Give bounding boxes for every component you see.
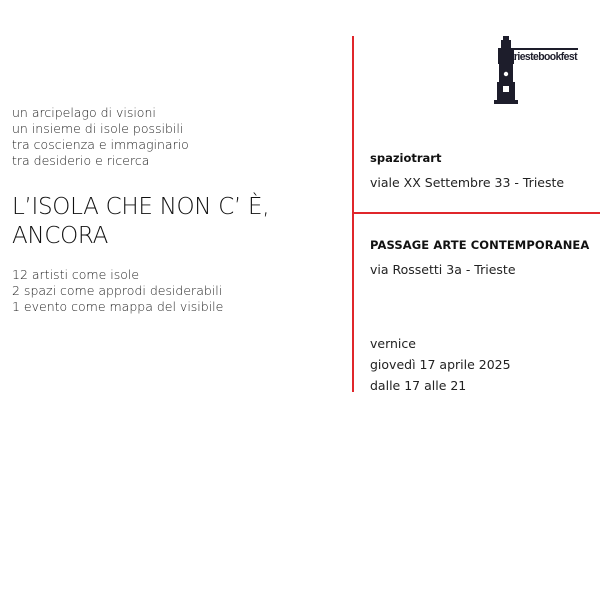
summary-line: 1 evento come mappa del visibile: [12, 299, 224, 314]
left-column: [12, 105, 342, 315]
venue-address: viale XX Settembre 33 - Trieste: [370, 175, 565, 190]
intro-text: [12, 105, 342, 169]
exhibition-summary: [12, 267, 342, 315]
exhibition-title: [12, 193, 342, 251]
summary-line: 2 spazi come approdi desiderabili: [12, 283, 223, 298]
vertical-divider: [352, 36, 354, 392]
venue-name: PASSAGE ARTE CONTEMPORANEA: [370, 238, 590, 252]
opening-label: vernice: [370, 336, 416, 351]
title-line: L’ISOLA CHE NON C’ È,: [12, 194, 270, 220]
logo-text: triestebookfest: [511, 51, 578, 63]
intro-line: tra desiderio e ricerca: [12, 153, 150, 168]
horizontal-divider: [352, 212, 600, 214]
intro-line: un insieme di isole possibili: [12, 121, 184, 136]
venue-address: via Rossetti 3a - Trieste: [370, 262, 516, 277]
venue-name: spaziotrart: [370, 151, 442, 165]
venue-block: [370, 151, 595, 190]
summary-line: 12 artisti come isole: [12, 267, 140, 282]
opening-time: dalle 17 alle 21: [370, 378, 467, 393]
opening-date: giovedì 17 aprile 2025: [370, 357, 511, 372]
venue-block: [370, 238, 595, 277]
opening-info: [370, 333, 595, 396]
triestebookfest-logo-icon: [490, 34, 580, 106]
intro-line: un arcipelago di visioni: [12, 105, 156, 120]
intro-line: tra coscienza e immaginario: [12, 137, 189, 152]
title-line: ANCORA: [12, 223, 109, 249]
